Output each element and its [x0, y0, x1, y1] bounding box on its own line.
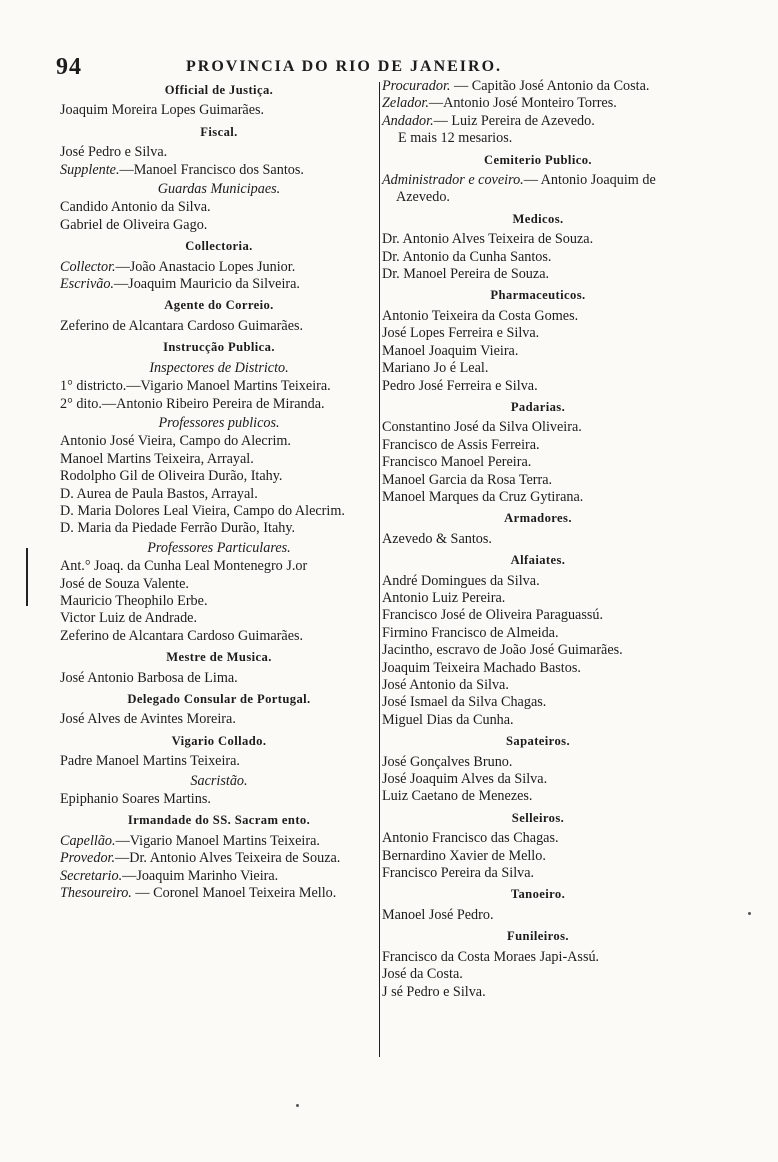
entry: José Antonio Barbosa de Lima. [60, 669, 238, 686]
section-heading: Instrucção Publica. [163, 340, 275, 355]
entry: Dr. Antonio da Cunha Santos. [382, 248, 552, 265]
role-name: — Antonio Joaquim de Azevedo. [396, 172, 656, 206]
margin-mark [26, 548, 28, 606]
section-subheading: Inspectores de Districto. [149, 359, 289, 376]
entry [60, 162, 378, 179]
section-heading: Irmandade do SS. Sacram ento. [127, 813, 311, 828]
entry [382, 78, 694, 95]
section-subheading: Sacristão. [190, 772, 248, 789]
section-heading: Official de Justiça. [164, 83, 274, 97]
entry: Mariano Jo é Leal. [382, 360, 489, 377]
section-heading: Armadores. [504, 511, 572, 526]
entry: 1° districto.—Vigario Manoel Martins Teixeira. [60, 378, 331, 395]
entry: Pedro José Ferreira e Silva. [382, 377, 538, 394]
section-heading: Funileiros. [507, 929, 569, 944]
running-title: PROVINCIA DO RIO DE JANEIRO. [186, 58, 503, 75]
role-name: — Luiz Pereira de Azevedo. [433, 112, 595, 129]
entry: Antonio Francisco das Chagas. [382, 830, 559, 847]
entry: Luiz Caetano de Menezes. [382, 788, 533, 805]
section-heading: Collectoria. [185, 239, 253, 254]
entry: Ant.° Joaq. da Cunha Leal Montenegro J.or [60, 558, 308, 575]
entry: Francisco José de Oliveira Paraguassú. [382, 607, 604, 624]
entry: Jacintho, escravo de João José Guimarães. [382, 642, 623, 659]
role-label: Procurador. [382, 78, 451, 94]
entry: D. Aurea de Paula Bastos, Arrayal. [60, 485, 258, 502]
role-label: Secretario. [60, 867, 123, 884]
entry [60, 276, 378, 293]
section-heading: Padarias. [510, 399, 566, 414]
role-name: —Dr. Antonio Alves Teixeira de Souza. [115, 850, 341, 867]
entry: Candido Antonio da Silva. [60, 199, 211, 216]
entry: André Domingues da Silva. [382, 572, 540, 589]
entry: Francisco da Costa Moraes Japi-Assú. [382, 948, 600, 965]
entry: Dr. Antonio Alves Teixeira de Souza. [382, 231, 594, 248]
entry: Manoel Garcia da Rosa Terra. [382, 471, 553, 488]
entry: Manoel Marques da Cruz Gytirana. [382, 488, 584, 505]
entry: Victor Luiz de Andrade. [60, 610, 198, 627]
entry [60, 259, 378, 276]
entry: Epiphanio Soares Martins. [60, 791, 211, 808]
section-heading: Pharmaceuticos. [490, 288, 586, 303]
role-name: — Coronel Manoel Teixeira Mello. [131, 885, 337, 902]
section-heading: Fiscal. [200, 124, 238, 139]
page-header [56, 54, 696, 78]
entry: Zeferino de Alcantara Cardoso Guimarães. [60, 627, 304, 644]
role-label: Collector. [60, 258, 116, 275]
role-label: Capellão. [60, 832, 116, 849]
section-heading: Cemiterio Publico. [484, 152, 592, 167]
entry [382, 95, 694, 112]
entry: José Pedro e Silva. [60, 144, 168, 161]
role-name: —Joaquim Marinho Vieira. [122, 867, 279, 884]
entry: Antonio Teixeira da Costa Gomes. [382, 307, 579, 324]
role-label: Administrador e coveiro. [382, 172, 524, 189]
entry [60, 868, 378, 885]
entry: José Ismael da Silva Chagas. [382, 694, 547, 711]
section-heading: Selleiros. [511, 810, 565, 825]
entry: Padre Manoel Martins Teixeira. [60, 753, 240, 770]
entry [60, 885, 378, 902]
entry: Azevedo & Santos. [382, 530, 492, 547]
page-number: 94 [56, 54, 82, 80]
entry: Manoel José Pedro. [382, 906, 494, 923]
role-name: —Antonio José Monteiro Torres. [428, 95, 617, 112]
entry: D. Maria da Piedade Ferrão Durão, Itahy. [60, 520, 296, 537]
entry: 2° dito.—Antonio Ribeiro Pereira de Miranda. [60, 395, 325, 412]
entry [382, 113, 694, 130]
role-label: Escrivão. [60, 276, 114, 293]
entry [382, 172, 694, 207]
entry: Rodolpho Gil de Oliveira Durão, Itahy. [60, 468, 283, 485]
section-heading: Medicos. [512, 211, 564, 226]
left-column [60, 78, 378, 902]
role-label: Andador. [382, 112, 434, 129]
section-subheading: Professores publicos. [158, 414, 280, 431]
entry: José Lopes Ferreira e Silva. [382, 325, 540, 342]
entry: Gabriel de Oliveira Gago. [60, 216, 208, 233]
entry: Constantino José da Silva Oliveira. [382, 419, 582, 436]
entry: J sé Pedro e Silva. [382, 983, 486, 1000]
entry: D. Maria Dolores Leal Vieira, Campo do Alecrim. [60, 502, 345, 519]
entry: Dr. Manoel Pereira de Souza. [382, 266, 550, 283]
entry: Zeferino de Alcantara Cardoso Guimarães. [60, 317, 304, 334]
entry: E mais 12 mesarios. [398, 130, 513, 147]
entry: Antonio José Vieira, Campo do Alecrim. [60, 433, 291, 450]
entry: José da Costa. [382, 966, 463, 983]
entry: Manoel Joaquim Vieira. [382, 342, 519, 359]
entry [60, 833, 378, 850]
role-label: Provedor. [60, 850, 116, 867]
entry: Miguel Dias da Cunha. [382, 711, 514, 728]
section-heading: Sapateiros. [506, 734, 570, 749]
section-heading: Delegado Consular de Portugal. [127, 692, 311, 706]
entry: José Antonio da Silva. [382, 677, 509, 693]
entry: Francisco Pereira da Silva. [382, 865, 535, 882]
column-rule [379, 82, 380, 1057]
entry: Antonio Luiz Pereira. [382, 589, 506, 606]
entry: José Alves de Avintes Moreira. [60, 711, 236, 728]
speck [296, 1104, 299, 1107]
section-heading: Tanoeiro. [510, 887, 566, 902]
entry: Francisco de Assis Ferreira. [382, 436, 540, 453]
role-name: —Manoel Francisco dos Santos. [119, 161, 304, 178]
entry: Mauricio Theophilo Erbe. [60, 592, 208, 609]
role-name: — Capitão José Antonio da Costa. [450, 78, 650, 94]
entry: Firmino Francisco de Almeida. [382, 624, 559, 641]
section-subheading: Professores Particulares. [147, 539, 291, 556]
right-column [382, 78, 694, 1001]
speck [748, 912, 751, 915]
role-name: —João Anastacio Lopes Junior. [115, 258, 296, 275]
entry: Joaquim Moreira Lopes Guimarães. [60, 102, 265, 119]
entry: José de Souza Valente. [60, 575, 189, 592]
entry: José Gonçalves Bruno. [382, 753, 513, 770]
role-name: —Joaquim Mauricio da Silveira. [113, 276, 300, 293]
role-label: Thesoureiro. [60, 885, 132, 902]
section-heading: Alfaiates. [510, 553, 566, 568]
entry: Joaquim Teixeira Machado Bastos. [382, 659, 581, 676]
entry: José Joaquim Alves da Silva. [382, 771, 548, 788]
role-name: —Vigario Manoel Martins Teixeira. [115, 832, 320, 849]
section-subheading: Guardas Municipaes. [157, 181, 281, 198]
role-label: Supplente. [60, 161, 120, 178]
entry: Bernardino Xavier de Mello. [382, 847, 546, 864]
entry: Manoel Martins Teixeira, Arrayal. [60, 450, 254, 467]
entry: Francisco Manoel Pereira. [382, 454, 532, 471]
section-heading: Vigario Collado. [171, 733, 267, 748]
entry [60, 850, 378, 867]
section-heading: Agente do Correio. [164, 298, 274, 313]
role-label: Zelador. [382, 95, 429, 112]
section-heading: Mestre de Musica. [166, 650, 272, 665]
